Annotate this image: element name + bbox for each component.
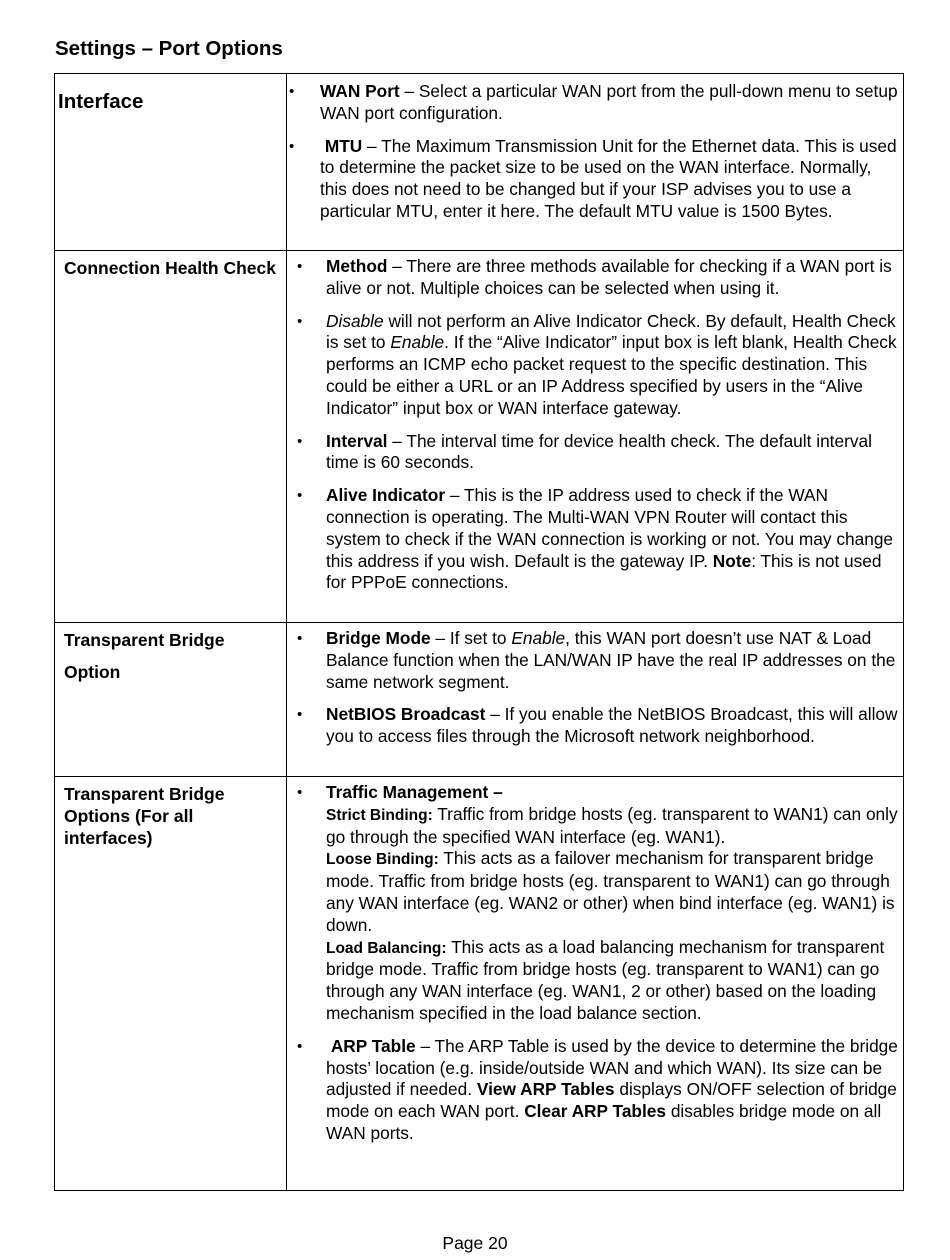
term-traffic-dash: – (488, 782, 503, 802)
desc-arp-a: – The ARP Table is used by the device to determine the bridge hosts’ location (e.g. inside/outside WAN and which WAN). Its size can be adjusted if needed. (326, 1035, 898, 1100)
table-row-interface (55, 74, 904, 251)
desc-wan-port: – Select a particular WAN port from the pull-down menu to setup WAN port configuration. (320, 81, 898, 123)
term-bridge-mode: Bridge Mode (326, 628, 431, 648)
bullet-icon: • (297, 487, 303, 505)
table-row-bridge-all (55, 777, 904, 1191)
term-mtu: MTU (324, 135, 363, 156)
desc-netbios: – If you enable the NetBIOS Broadcast, this will allow you to access files through the Microsoft network neighborhood. (326, 704, 898, 747)
term-disable: Disable (326, 310, 384, 331)
list-item-traffic-management (287, 782, 900, 1025)
desc-loose-binding: This acts as a failover mechanism for transparent bridge mode. Traffic from bridge hosts (eg. transparent to WAN1) can go through any WAN interface (eg. WAN2 or other) when bind interface (eg. WAN1) is down. (326, 848, 895, 935)
desc-bridge-mode-a: – If set to (430, 628, 512, 648)
bullet-list (287, 777, 903, 1149)
row-desc-cell (287, 74, 904, 251)
term-load-balancing: Load Balancing: (326, 939, 447, 957)
desc-interval: – The interval time for device health check. The default interval time is 60 seconds. (326, 430, 872, 473)
bullet-list (287, 623, 903, 752)
term-loose-binding: Loose Binding: (326, 851, 439, 869)
term-wan-port: WAN Port (320, 81, 400, 101)
bullet-icon: • (297, 706, 303, 724)
term-netbios: NetBIOS Broadcast (326, 704, 486, 725)
row-label-bridge-line1: Transparent Bridge (64, 630, 225, 650)
row-label-cell (55, 251, 287, 623)
bullet-icon: • (297, 1037, 303, 1055)
term-arp-table: ARP Table (330, 1035, 416, 1056)
desc-disable-b: . If the “Alive Indicator” input box is left blank, Health Check performs an ICMP echo packet request to the specific destination. This could be either a URL or an IP Address specified by users in the “Alive Indicator” input box or WAN interface gateway. (326, 332, 897, 418)
list-item-alive-indicator (287, 485, 900, 594)
row-label-cell (55, 74, 287, 251)
desc-note: : This is not used for PPPoE connections. (326, 550, 882, 593)
list-item-wan-port (287, 81, 900, 125)
row-label-bridge-option (55, 623, 286, 683)
list-item-interval (287, 431, 900, 475)
term-enable: Enable (390, 332, 445, 353)
port-options-table (54, 73, 904, 1191)
table-row-bridge-option (55, 623, 904, 777)
bullet-icon: • (289, 137, 295, 155)
bullet-list (287, 251, 903, 598)
list-item-bridge-mode (287, 628, 900, 693)
list-item-arp-table (287, 1036, 900, 1145)
bullet-icon: • (289, 83, 295, 100)
term-strict-binding: Strict Binding: (326, 806, 433, 824)
bullet-icon: • (297, 312, 303, 330)
bullet-icon: • (297, 630, 303, 647)
page-title: Settings – Port Options (55, 37, 283, 60)
term-traffic-management: Traffic Management (326, 782, 489, 802)
desc-bridge-mode-b: , this WAN port doesn’t use NAT & Load Balance function when the LAN/WAN IP have the real IP addresses on the same network segment. (326, 628, 896, 692)
term-clear-arp: Clear ARP Tables (524, 1101, 667, 1122)
table-row-health-check (55, 251, 904, 623)
bullet-icon: • (297, 784, 303, 801)
page-number: Page 20 (442, 1233, 508, 1253)
bullet-icon: • (297, 432, 303, 450)
row-desc-cell (287, 251, 904, 623)
bullet-list (287, 74, 903, 227)
row-label-interface: Interface (58, 90, 144, 113)
term-view-arp: View ARP Tables (476, 1079, 615, 1100)
term-method: Method (326, 256, 388, 276)
row-label-health-check: Connection Health Check (64, 258, 276, 278)
list-item-disable (287, 311, 900, 420)
list-item-method (287, 256, 900, 300)
desc-disable-a: will not perform an Alive Indicator Check. By default, Health Check is set to (326, 310, 896, 353)
list-item-netbios (287, 704, 900, 748)
row-desc-cell (287, 777, 904, 1191)
desc-load-balancing: This acts as a load balancing mechanism for transparent bridge mode. Traffic from bridge hosts (eg. transparent to WAN1) can go through any WAN interface (eg. WAN1, 2 or other) based on the loading mechanism specified in the load balance section. (326, 936, 885, 1023)
desc-arp-b: displays ON/OFF selection of bridge mode on each WAN port. (326, 1079, 897, 1122)
desc-strict-binding: Traffic from bridge hosts (eg. transparent to WAN1) can only go through the specified WAN interface (eg. WAN1). (326, 803, 898, 847)
desc-alive-indicator: – This is the IP address used to check if the WAN connection is operating. The Multi-WAN VPN Router will contact this system to check if the WAN connection is working or not. You may change this address if you wish. Default is the gateway IP. (326, 485, 894, 571)
desc-arp-c: disables bridge mode on all WAN ports. (326, 1101, 882, 1143)
bullet-icon: • (297, 258, 303, 275)
row-label-bridge-line2: Option (64, 662, 121, 682)
term-enable: Enable (511, 628, 566, 648)
term-alive-indicator: Alive Indicator (326, 485, 446, 506)
term-note: Note (712, 550, 752, 571)
list-item-mtu (287, 136, 900, 223)
row-label-cell (55, 623, 287, 777)
term-interval: Interval (326, 430, 388, 451)
desc-method: – There are three methods available for checking if a WAN port is alive or not. Multiple choices can be selected when using it. (326, 256, 892, 298)
row-label-bridge-all: Transparent Bridge Options (For all interfaces) (64, 784, 225, 848)
desc-mtu: – The Maximum Transmission Unit for the Ethernet data. This is used to determine the packet size to be used on the WAN interface. Normally, this does not need to be changed but if your ISP advises you to use a particular MTU, enter it here. The default MTU value is 1500 Bytes. (320, 135, 897, 221)
row-desc-cell (287, 623, 904, 777)
row-label-cell (55, 777, 287, 1191)
